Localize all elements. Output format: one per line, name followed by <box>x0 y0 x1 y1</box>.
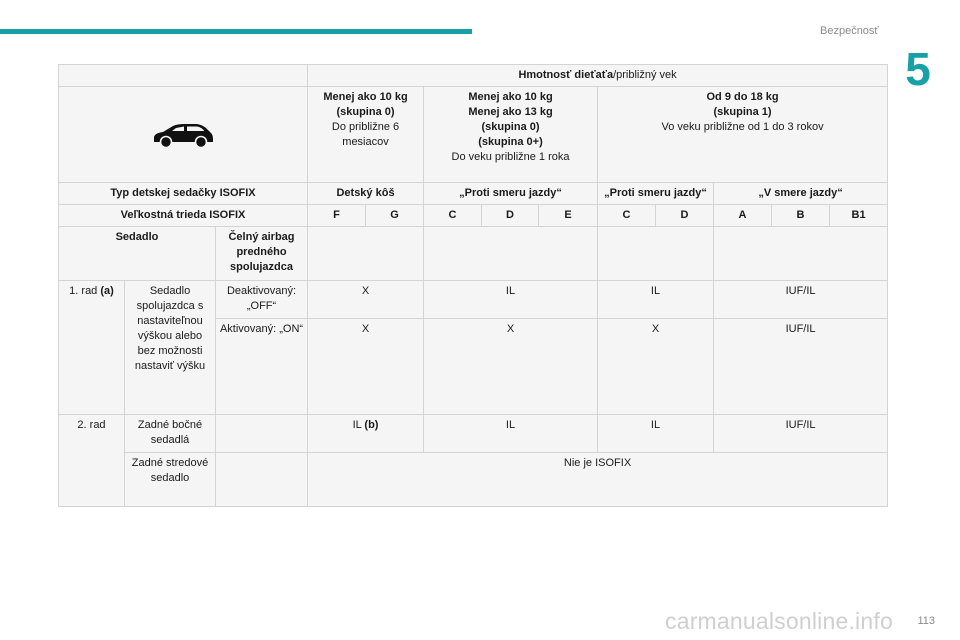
row-2-center-seat: Zadné stredové sedadlo <box>125 453 216 507</box>
size-class-g: G <box>366 205 424 227</box>
type-forward-facing: „V smere jazdy“ <box>714 183 888 205</box>
size-class-b: B <box>772 205 830 227</box>
group-1-cell <box>598 87 888 183</box>
size-class-c2: C <box>598 205 656 227</box>
size-class-row <box>59 205 888 227</box>
size-class-c: C <box>424 205 482 227</box>
group-0plus-name-b: (skupina 0+) <box>478 136 543 148</box>
isofix-table <box>58 64 888 507</box>
group-0-weight: Menej ako 10 kg <box>323 91 408 103</box>
value-cell: X <box>308 319 424 415</box>
value-cell: X <box>424 319 598 415</box>
size-class-e: E <box>539 205 598 227</box>
size-class-label: Veľkostná trieda ISOFIX <box>59 205 308 227</box>
car-silhouette-icon <box>62 120 304 150</box>
row-1-label: 1. rad (a) <box>59 281 125 415</box>
seat-header: Sedadlo <box>59 227 216 281</box>
size-class-a: A <box>714 205 772 227</box>
seat-header-row <box>59 227 888 281</box>
value-cell: IL <box>598 415 714 453</box>
note-b: (b) <box>364 419 379 431</box>
size-class-b1: B1 <box>830 205 888 227</box>
value-cell: IL <box>424 415 598 453</box>
table-row <box>59 415 888 453</box>
group-1-name: (skupina 1) <box>713 106 772 118</box>
empty-cell <box>216 453 308 507</box>
row-1-seat: Sedadlo spolujazdca s nastaviteľnou výškou alebo bez možnosti nastaviť výšku <box>125 281 216 415</box>
table-row <box>59 281 888 319</box>
size-class-d: D <box>482 205 539 227</box>
empty-cell <box>714 227 888 281</box>
car-cell <box>59 87 308 183</box>
airbag-off: Deaktivovaný: „OFF“ <box>216 281 308 319</box>
weight-header-cell <box>308 65 888 87</box>
size-class-f: F <box>308 205 366 227</box>
chapter-number: 5 <box>905 43 931 95</box>
value-cell: X <box>308 281 424 319</box>
group-0plus-age: Do veku približne 1 roka <box>451 151 570 163</box>
page-number: 113 <box>917 615 935 627</box>
empty-corner-cell <box>59 65 308 87</box>
type-row-label: Typ detskej sedačky ISOFIX <box>59 183 308 205</box>
empty-cell <box>598 227 714 281</box>
type-row <box>59 183 888 205</box>
weight-header-bold: Hmotnosť dieťaťa <box>518 69 614 81</box>
empty-cell <box>216 415 308 453</box>
group-1-weight: Od 9 do 18 kg <box>706 91 779 103</box>
row-2-label: 2. rad <box>59 415 125 507</box>
type-carrycot: Detský kôš <box>308 183 424 205</box>
group-0plus-weight-a: Menej ako 10 kg <box>468 91 553 103</box>
value-cell: IUF/IL <box>714 319 888 415</box>
empty-cell <box>424 227 598 281</box>
table-row <box>59 453 888 507</box>
value-cell: IL (b) <box>308 415 424 453</box>
not-isofix-cell: Nie je ISOFIX <box>308 453 888 507</box>
group-header-row <box>59 87 888 183</box>
value-cell: IUF/IL <box>714 415 888 453</box>
header-accent-bar <box>0 29 472 34</box>
value-cell: IUF/IL <box>714 281 888 319</box>
airbag-on: Aktivovaný: „ON“ <box>216 319 308 415</box>
group-0-cell <box>308 87 424 183</box>
watermark: carmanualsonline.info <box>665 608 893 634</box>
row-2-seat: Zadné bočné sedadlá <box>125 415 216 453</box>
airbag-header: Čelný airbag predného spolujazdca <box>216 227 308 281</box>
group-0plus-cell <box>424 87 598 183</box>
weight-header-row <box>59 65 888 87</box>
value-cell: X <box>598 319 714 415</box>
empty-cell <box>308 227 424 281</box>
type-rear-facing-b: „Proti smeru jazdy“ <box>598 183 714 205</box>
group-0-name: (skupina 0) <box>336 106 395 118</box>
note-a: (a) <box>100 285 114 297</box>
group-0-age: Do približne 6 mesiacov <box>331 121 400 148</box>
value-cell: IL <box>598 281 714 319</box>
weight-header-rest: /približný vek <box>613 69 677 81</box>
size-class-d2: D <box>656 205 714 227</box>
section-title: Bezpečnosť <box>820 25 879 37</box>
group-1-age: Vo veku približne od 1 do 3 rokov <box>661 121 824 133</box>
group-0plus-weight-b: Menej ako 13 kg <box>468 106 553 118</box>
value-cell: IL <box>424 281 598 319</box>
group-0plus-name-a: (skupina 0) <box>481 121 540 133</box>
type-rear-facing-a: „Proti smeru jazdy“ <box>424 183 598 205</box>
